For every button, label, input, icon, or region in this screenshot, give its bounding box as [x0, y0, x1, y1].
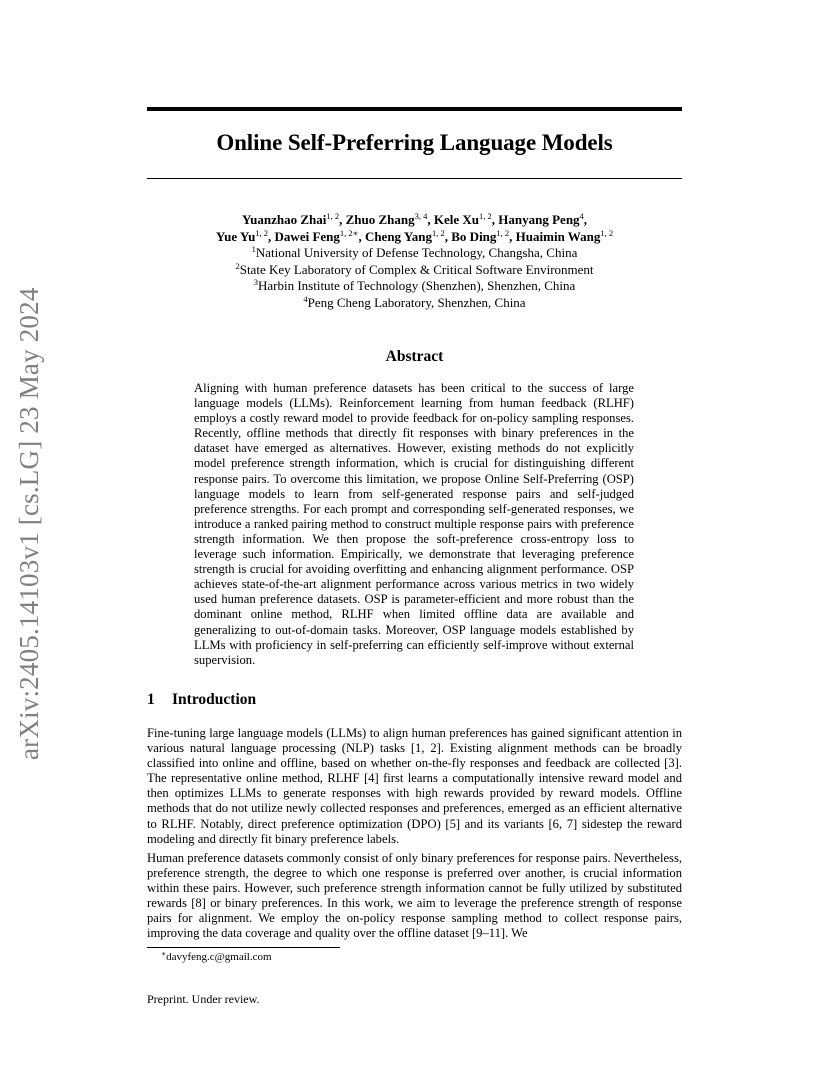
footnote — [161, 951, 272, 963]
abstract-heading: Abstract — [385, 348, 444, 365]
affiliation-number: 2 — [235, 260, 240, 271]
body-paragraph: Human preference datasets commonly consist of only binary preferences for response pairs. Nevertheless, preference strength, the degree to which one response is preferred over another, is crucial information within these pairs. However, such preference strength information cannot be fully utilized by substituted rewards [8] or binary preferences. In this work, we aim to leverage the preference strength of response pairs for alignment. We employ the on-policy response sampling method to collect response pairs, improving the data coverage and quality over the offline dataset [9–11]. We — [147, 851, 682, 941]
footnote-email[interactable]: davyfeng.c@gmail.com — [166, 951, 272, 963]
author-affiliation: 4 — [579, 211, 584, 221]
author-affiliation: 3, 4 — [414, 211, 428, 221]
section-title: Introduction — [172, 691, 257, 708]
author-name: Kele Xu — [433, 212, 480, 227]
author-affiliation: 1, 2 — [255, 227, 269, 238]
section-heading — [147, 691, 256, 709]
author-name: Bo Ding — [451, 228, 497, 244]
affiliation-line — [147, 295, 682, 312]
affiliation-number: 4 — [303, 293, 308, 304]
preprint-notice: Preprint. Under review. — [147, 992, 260, 1006]
author-name: Yue Yu — [215, 228, 256, 244]
affiliation-number: 3 — [253, 277, 258, 287]
author-name: Huaimin Wang — [515, 228, 601, 244]
author-name: Cheng Yang — [364, 228, 433, 244]
author-separator: , — [427, 212, 434, 227]
author-line-2 — [147, 229, 682, 246]
affiliation-text: National University of Defense Technology, Changsha, China — [255, 245, 578, 260]
author-separator: , — [339, 212, 346, 227]
affiliation-text: Harbin Institute of Technology (Shenzhen), Shenzhen, China — [257, 278, 576, 293]
affiliation-number: 1 — [251, 244, 256, 254]
body-paragraph: Fine-tuning large language models (LLMs) to align human preferences has gained significant attention in various natural language processing (NLP) tasks [1, 2]. Existing alignment methods can be broadly classified into online and offline, based on whether on-the-fly responses and feedback are collected [3]. The representative online method, RLHF [4] first learns a computationally intensive reward model and then optimizes LLMs to generate responses with high rewards provided by reward models. Offline methods that do not utilize newly collected responses and preferences, emerged as an efficient alternative to RLHF. Notably, direct preference optimization (DPO) [5] and its variants [6, 7] sidestep the reward modeling and directly fit binary preference labels. — [147, 726, 682, 846]
title-top-rule — [147, 107, 682, 111]
affiliation-line — [147, 278, 682, 295]
author-affiliation: 1, 2 — [326, 211, 340, 221]
section-number: 1 — [147, 691, 155, 708]
author-separator: , — [358, 228, 365, 244]
author-separator: , — [491, 212, 499, 227]
author-affiliation: 1, 2 — [432, 227, 445, 238]
arxiv-identifier: arXiv:2405.14103v1 [cs.LG] 23 May 2024 — [14, 287, 44, 760]
author-affiliation: 1, 2 — [496, 227, 510, 238]
corresponding-mark: ∗ — [352, 227, 359, 238]
affiliation-text: Peng Cheng Laboratory, Shenzhen, China — [307, 294, 526, 310]
title-bottom-rule — [147, 178, 682, 179]
author-affiliation: 1, 2 — [600, 227, 614, 238]
author-line-1 — [147, 212, 682, 229]
affiliation-line — [147, 245, 682, 262]
footnote-rule — [147, 947, 340, 948]
author-name: Hanyang Peng — [498, 212, 580, 227]
author-separator: , — [268, 228, 275, 244]
affiliation-text: State Key Laboratory of Complex & Critical Software Environment — [239, 261, 594, 277]
author-name: Yuanzhao Zhai — [241, 212, 327, 227]
affiliation-line — [147, 262, 682, 279]
author-block — [147, 212, 682, 311]
author-name: Zhuo Zhang — [345, 212, 415, 227]
footnote-mark: ∗ — [161, 949, 167, 958]
author-separator: , — [583, 212, 588, 227]
author-separator: , — [444, 228, 452, 244]
author-affiliation: 1, 2 — [339, 227, 353, 238]
paper-title: Online Self-Preferring Language Models — [216, 130, 613, 155]
author-affiliation: 1, 2 — [479, 211, 492, 221]
author-separator: , — [509, 228, 516, 244]
author-name: Dawei Feng — [274, 228, 340, 244]
abstract-text: Aligning with human preference datasets has been critical to the success of large language models (LLMs). Reinforcement learning from human feedback (RLHF) employs a costly reward model to provide feedback for on-policy sampling responses. Recently, offline methods that directly fit responses with binary preferences in the dataset have emerged as alternatives. However, existing methods do not explicitly model preference strength information, which is crucial for distinguishing different response pairs. To overcome this limitation, we propose Online Self-Preferring (OSP) language models to learn from self-generated response pairs and self-judged preference strengths. For each prompt and corresponding self-generated responses, we introduce a ranked pairing method to construct multiple response pairs with preference strength information. We then propose the soft-preference cross-entropy loss to leverage such information. Empirically, we demonstrate that leveraging preference strength is crucial for avoiding overfitting and enhancing alignment performance. OSP achieves state-of-the-art alignment performance across various metrics in two widely used human preference datasets. OSP is parameter-efficient and more robust than the dominant online method, RLHF when limited offline data are available and generalizing to out-of-domain tasks. Moreover, OSP language models established by LLMs with proficiency in self-preferring can efficiently self-improve without external supervision. — [194, 381, 634, 667]
